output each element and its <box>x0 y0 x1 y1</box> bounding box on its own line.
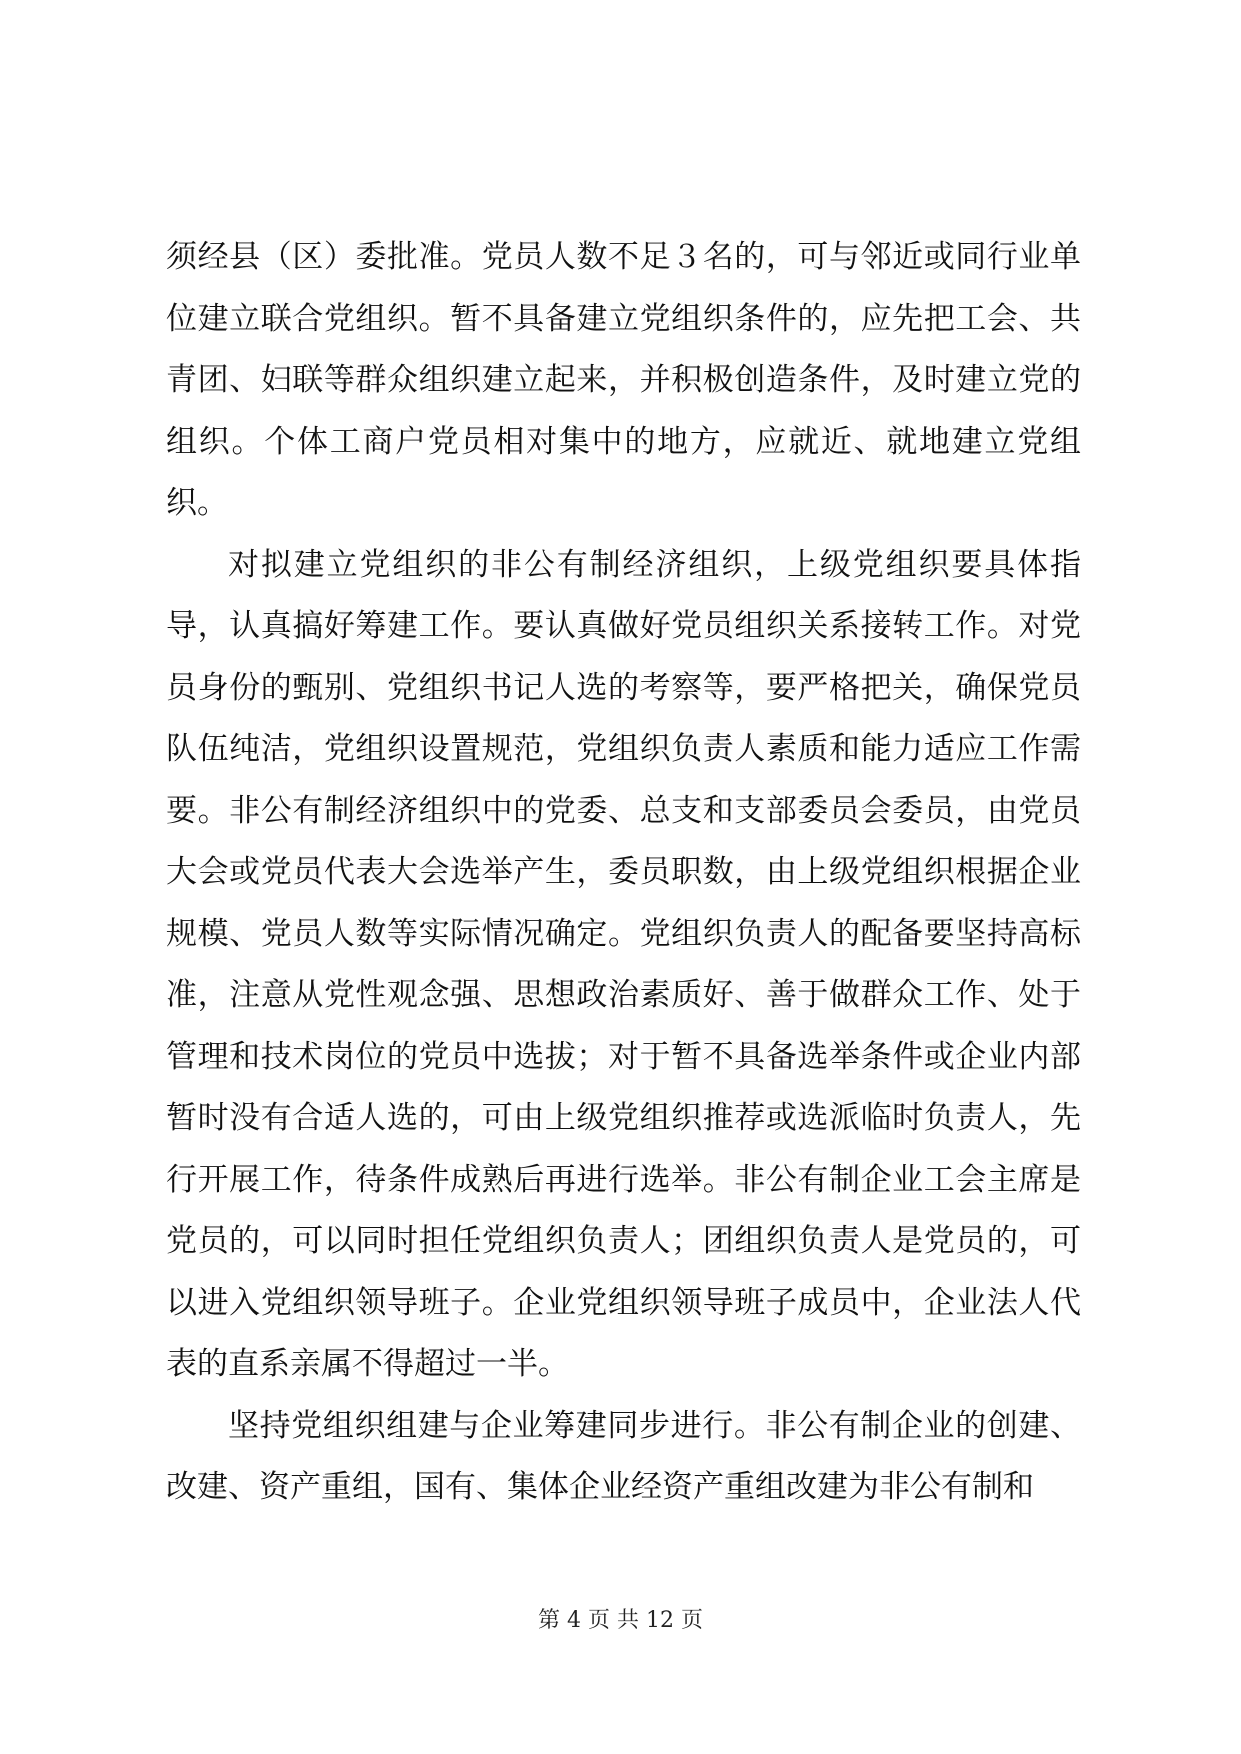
paragraph-1: 须经县（区）委批准。党员人数不足３名的，可与邻近或同行业单位建立联合党组织。暂不具备建立党组织条件的，应先把工会、共青团、妇联等群众组织建立起来，并积极创造条件，及时建立党的组织。个体工商户党员相对集中的地方，应就近、就地建立党组织。 <box>166 239 1081 521</box>
paragraph-3: 坚持党组织组建与企业筹建同步进行。非公有制企业的创建、改建、资产重组，国有、集体企业经资产重组改建为非公有制和 <box>166 1407 1081 1505</box>
document-body <box>166 227 1081 1519</box>
page-number-footer: 第 4 页 共 12 页 <box>538 1608 703 1633</box>
paragraph-2: 对拟建立党组织的非公有制经济组织，上级党组织要具体指导，认真搞好筹建工作。要认真做好党员组织关系接转工作。对党员身份的甄别、党组织书记人选的考察等，要严格把关，确保党员队伍纯洁，党组织设置规范，党组织负责人素质和能力适应工作需要。非公有制经济组织中的党委、总支和支部委员会委员，由党员大会或党员代表大会选举产生，委员职数，由上级党组织根据企业规模、党员人数等实际情况确定。党组织负责人的配备要坚持高标准，注意从党性观念强、思想政治素质好、善于做群众工作、处于管理和技术岗位的党员中选拔；对于暂不具备选举条件或企业内部暂时没有合适人选的，可由上级党组织推荐或选派临时负责人，先行开展工作，待条件成熟后再进行选举。非公有制企业工会主席是党员的，可以同时担任党组织负责人；团组织负责人是党员的，可以进入党组织领导班子。企业党组织领导班子成员中，企业法人代表的直系亲属不得超过一半。 <box>166 546 1081 1382</box>
